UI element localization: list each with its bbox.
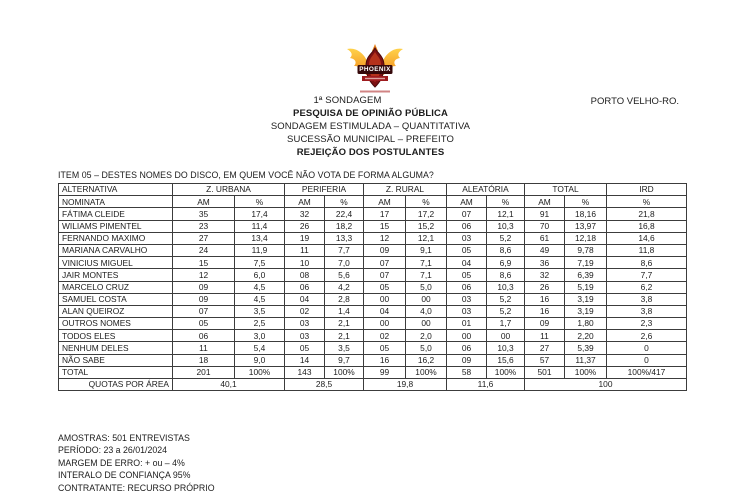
value-cell: 11	[525, 330, 565, 342]
table-row	[59, 281, 687, 293]
value-cell: 19	[285, 232, 325, 244]
value-cell: 05	[447, 244, 487, 256]
total-value-cell: 100%	[406, 366, 447, 378]
value-cell: 05	[447, 269, 487, 281]
value-cell: 12	[173, 269, 235, 281]
value-cell: 9,78	[565, 244, 607, 256]
value-cell: 5,0	[406, 342, 447, 354]
value-cell: 12	[364, 232, 406, 244]
value-cell: 09	[173, 293, 235, 305]
results-table	[58, 183, 687, 391]
value-cell: 70	[525, 220, 565, 232]
value-cell: 11	[285, 244, 325, 256]
value-cell: 3,5	[325, 342, 364, 354]
value-cell: 01	[447, 318, 487, 330]
value-cell: 4,5	[235, 293, 285, 305]
value-cell: 11,4	[235, 220, 285, 232]
logo-brand-text: PHOENIX	[359, 66, 391, 73]
quota-value-cell: 28,5	[285, 379, 364, 391]
value-cell: 00	[364, 293, 406, 305]
value-cell: 26	[525, 281, 565, 293]
table-row	[59, 330, 687, 342]
value-cell: 5,2	[487, 232, 525, 244]
value-cell: 27	[525, 342, 565, 354]
value-cell: 10,3	[487, 342, 525, 354]
table-row	[59, 232, 687, 244]
table-row	[59, 244, 687, 256]
value-cell: 13,4	[235, 232, 285, 244]
value-cell: 15,6	[487, 354, 525, 366]
candidate-name-cell: MARIANA CARVALHO	[59, 244, 173, 256]
footer-line: AMOSTRAS: 501 ENTREVISTAS	[58, 433, 190, 443]
value-cell: 2,3	[607, 318, 687, 330]
candidate-name-cell: MARCELO CRUZ	[59, 281, 173, 293]
table-group-header-row	[59, 184, 687, 196]
table-quotas-row	[59, 379, 687, 391]
value-cell: 7,19	[565, 257, 607, 269]
sub-header-cell: %	[487, 196, 525, 208]
value-cell: 08	[285, 269, 325, 281]
value-cell: 5,2	[487, 305, 525, 317]
candidate-name-cell: OUTROS NOMES	[59, 318, 173, 330]
group-header-cell: IRD	[607, 184, 687, 196]
value-cell: 00	[487, 330, 525, 342]
footer-line: INTERALO DE CONFIANÇA 95%	[58, 470, 191, 481]
candidate-name-cell: NENHUM DELES	[59, 342, 173, 354]
value-cell: 12,1	[406, 232, 447, 244]
value-cell: 5,4	[235, 342, 285, 354]
total-value-cell: 100%	[325, 366, 364, 378]
value-cell: 3,8	[607, 293, 687, 305]
value-cell: 16,2	[406, 354, 447, 366]
total-value-cell: 143	[285, 366, 325, 378]
group-header-cell: ALTERNATIVA	[59, 184, 173, 196]
value-cell: 07	[364, 257, 406, 269]
value-cell: 22,4	[325, 208, 364, 220]
value-cell: 8,6	[487, 244, 525, 256]
value-cell: 15	[364, 220, 406, 232]
total-value-cell: 100%	[487, 366, 525, 378]
value-cell: 7,7	[607, 269, 687, 281]
quota-value-cell: 11,6	[447, 379, 525, 391]
value-cell: 23	[173, 220, 235, 232]
value-cell: 03	[285, 330, 325, 342]
value-cell: 2,5	[235, 318, 285, 330]
value-cell: 5,6	[325, 269, 364, 281]
value-cell: 18,16	[565, 208, 607, 220]
value-cell: 09	[447, 354, 487, 366]
total-value-cell: 201	[173, 366, 235, 378]
value-cell: 17	[364, 208, 406, 220]
group-header-cell: Z. RURAL	[364, 184, 447, 196]
sub-header-cell: %	[235, 196, 285, 208]
value-cell: 1,80	[565, 318, 607, 330]
edition-line: 1ª SONDAGEM	[313, 95, 382, 106]
total-label-cell: TOTAL	[59, 366, 173, 378]
value-cell: 10,3	[487, 281, 525, 293]
group-header-cell: PERIFERIA	[285, 184, 364, 196]
value-cell: 27	[173, 232, 235, 244]
sub-header-cell: AM	[447, 196, 487, 208]
sub-header-label-cell: NOMINATA	[59, 196, 173, 208]
value-cell: 8,6	[487, 269, 525, 281]
question-line: ITEM 05 – DESTES NOMES DO DISCO, EM QUEM VOCÊ NÃO VOTA DE FORMA ALGUMA?	[58, 170, 434, 180]
sub-header-cell: AM	[525, 196, 565, 208]
table-row	[59, 269, 687, 281]
group-header-cell: ALEATÓRIA	[447, 184, 525, 196]
value-cell: 2,1	[325, 318, 364, 330]
value-cell: 11	[173, 342, 235, 354]
report-subtitle-topic: REJEIÇÃO DOS POSTULANTES	[296, 147, 445, 158]
value-cell: 11,8	[607, 244, 687, 256]
value-cell: 2,0	[406, 330, 447, 342]
value-cell: 15	[173, 257, 235, 269]
value-cell: 04	[285, 293, 325, 305]
value-cell: 35	[173, 208, 235, 220]
value-cell: 7,1	[406, 269, 447, 281]
value-cell: 32	[285, 208, 325, 220]
value-cell: 00	[447, 330, 487, 342]
value-cell: 15,2	[406, 220, 447, 232]
value-cell: 03	[285, 318, 325, 330]
table-row	[59, 257, 687, 269]
quota-value-cell: 19,8	[364, 379, 447, 391]
value-cell: 6,2	[607, 281, 687, 293]
value-cell: 10	[285, 257, 325, 269]
value-cell: 7,5	[235, 257, 285, 269]
value-cell: 09	[364, 244, 406, 256]
value-cell: 57	[525, 354, 565, 366]
value-cell: 05	[364, 342, 406, 354]
candidate-name-cell: TODOS ELES	[59, 330, 173, 342]
value-cell: 3,19	[565, 293, 607, 305]
value-cell: 07	[364, 269, 406, 281]
value-cell: 26	[285, 220, 325, 232]
total-value-cell: 100%	[565, 366, 607, 378]
value-cell: 5,19	[565, 281, 607, 293]
value-cell: 36	[525, 257, 565, 269]
value-cell: 7,0	[325, 257, 364, 269]
total-value-cell: 58	[447, 366, 487, 378]
value-cell: 1,7	[487, 318, 525, 330]
value-cell: 16	[525, 293, 565, 305]
value-cell: 14,6	[607, 232, 687, 244]
table-row	[59, 354, 687, 366]
value-cell: 6,9	[487, 257, 525, 269]
value-cell: 09	[525, 318, 565, 330]
value-cell: 91	[525, 208, 565, 220]
value-cell: 6,0	[235, 269, 285, 281]
total-value-cell: 100%/417	[607, 366, 687, 378]
table-row	[59, 305, 687, 317]
value-cell: 5,39	[565, 342, 607, 354]
city-label: PORTO VELHO-RO.	[590, 96, 679, 107]
value-cell: 4,2	[325, 281, 364, 293]
value-cell: 24	[173, 244, 235, 256]
phoenix-logo	[343, 42, 407, 96]
value-cell: 03	[447, 232, 487, 244]
value-cell: 16	[525, 305, 565, 317]
candidate-name-cell: FÁTIMA CLEIDE	[59, 208, 173, 220]
value-cell: 06	[173, 330, 235, 342]
value-cell: 18,2	[325, 220, 364, 232]
sub-header-cell: AM	[285, 196, 325, 208]
footer-line: PERÍODO: 23 a 26/01/2024	[58, 445, 168, 456]
value-cell: 5,0	[406, 281, 447, 293]
value-cell: 9,1	[406, 244, 447, 256]
report-subtitle-method: SONDAGEM ESTIMULADA – QUANTITATIVA	[270, 121, 471, 132]
candidate-name-cell: VINICIUS MIGUEL	[59, 257, 173, 269]
value-cell: 9,0	[235, 354, 285, 366]
value-cell: 7,1	[406, 257, 447, 269]
value-cell: 18	[173, 354, 235, 366]
table-row	[59, 293, 687, 305]
total-value-cell: 99	[364, 366, 406, 378]
value-cell: 05	[364, 281, 406, 293]
value-cell: 6,39	[565, 269, 607, 281]
value-cell: 0	[607, 342, 687, 354]
value-cell: 7,7	[325, 244, 364, 256]
value-cell: 8,6	[607, 257, 687, 269]
value-cell: 4,5	[235, 281, 285, 293]
value-cell: 13,3	[325, 232, 364, 244]
total-value-cell: 100%	[235, 366, 285, 378]
value-cell: 00	[406, 318, 447, 330]
value-cell: 9,7	[325, 354, 364, 366]
sub-header-cell: %	[565, 196, 607, 208]
value-cell: 2,20	[565, 330, 607, 342]
group-header-cell: Z. URBANA	[173, 184, 285, 196]
value-cell: 03	[447, 305, 487, 317]
value-cell: 13,97	[565, 220, 607, 232]
footer-line: CONTRATANTE: RECURSO PRÓPRIO	[58, 482, 215, 493]
total-value-cell: 501	[525, 366, 565, 378]
candidate-name-cell: WILIAMS PIMENTEL	[59, 220, 173, 232]
value-cell: 21,8	[607, 208, 687, 220]
value-cell: 05	[173, 318, 235, 330]
value-cell: 2,6	[607, 330, 687, 342]
sub-header-cell: AM	[173, 196, 235, 208]
table-row	[59, 220, 687, 232]
footer-notes	[58, 432, 215, 494]
value-cell: 06	[285, 281, 325, 293]
value-cell: 11,9	[235, 244, 285, 256]
value-cell: 4,0	[406, 305, 447, 317]
candidate-name-cell: NÃO SABE	[59, 354, 173, 366]
table-row	[59, 342, 687, 354]
group-header-cell: TOTAL	[525, 184, 607, 196]
sub-header-cell: %	[325, 196, 364, 208]
sub-header-cell: AM	[364, 196, 406, 208]
report-subtitle-scope: SUCESSÃO MUNICIPAL – PREFEITO	[287, 134, 454, 145]
value-cell: 05	[285, 342, 325, 354]
value-cell: 16,8	[607, 220, 687, 232]
sub-header-cell: %	[607, 196, 687, 208]
candidate-name-cell: FERNANDO MAXIMO	[59, 232, 173, 244]
candidate-name-cell: JAIR MONTES	[59, 269, 173, 281]
value-cell: 61	[525, 232, 565, 244]
value-cell: 3,19	[565, 305, 607, 317]
value-cell: 17,4	[235, 208, 285, 220]
value-cell: 16	[364, 354, 406, 366]
value-cell: 07	[447, 208, 487, 220]
value-cell: 11,37	[565, 354, 607, 366]
value-cell: 10,3	[487, 220, 525, 232]
value-cell: 12,18	[565, 232, 607, 244]
value-cell: 3,8	[607, 305, 687, 317]
value-cell: 07	[173, 305, 235, 317]
footer-line: MARGEM DE ERRO: + ou – 4%	[58, 457, 185, 468]
value-cell: 3,0	[235, 330, 285, 342]
value-cell: 17,2	[406, 208, 447, 220]
value-cell: 06	[447, 342, 487, 354]
value-cell: 04	[447, 257, 487, 269]
value-cell: 2,1	[325, 330, 364, 342]
value-cell: 1,4	[325, 305, 364, 317]
value-cell: 03	[447, 293, 487, 305]
value-cell: 02	[364, 330, 406, 342]
value-cell: 14	[285, 354, 325, 366]
table-total-row	[59, 366, 687, 378]
quotas-label-cell: QUOTAS POR ÁREA	[59, 379, 173, 391]
candidate-name-cell: ALAN QUEIROZ	[59, 305, 173, 317]
sub-header-cell: %	[406, 196, 447, 208]
value-cell: 49	[525, 244, 565, 256]
value-cell: 06	[447, 281, 487, 293]
value-cell: 00	[364, 318, 406, 330]
table-row	[59, 208, 687, 220]
value-cell: 06	[447, 220, 487, 232]
candidate-name-cell: SAMUEL COSTA	[59, 293, 173, 305]
value-cell: 04	[364, 305, 406, 317]
value-cell: 3,5	[235, 305, 285, 317]
value-cell: 5,2	[487, 293, 525, 305]
table-sub-header-row	[59, 196, 687, 208]
value-cell: 2,8	[325, 293, 364, 305]
value-cell: 0	[607, 354, 687, 366]
report-title: PESQUISA DE OPINIÃO PÚBLICA	[293, 108, 448, 119]
quota-value-cell: 40,1	[173, 379, 285, 391]
value-cell: 12,1	[487, 208, 525, 220]
value-cell: 02	[285, 305, 325, 317]
quota-value-cell: 100	[525, 379, 687, 391]
value-cell: 09	[173, 281, 235, 293]
table-row	[59, 318, 687, 330]
value-cell: 32	[525, 269, 565, 281]
value-cell: 00	[406, 293, 447, 305]
